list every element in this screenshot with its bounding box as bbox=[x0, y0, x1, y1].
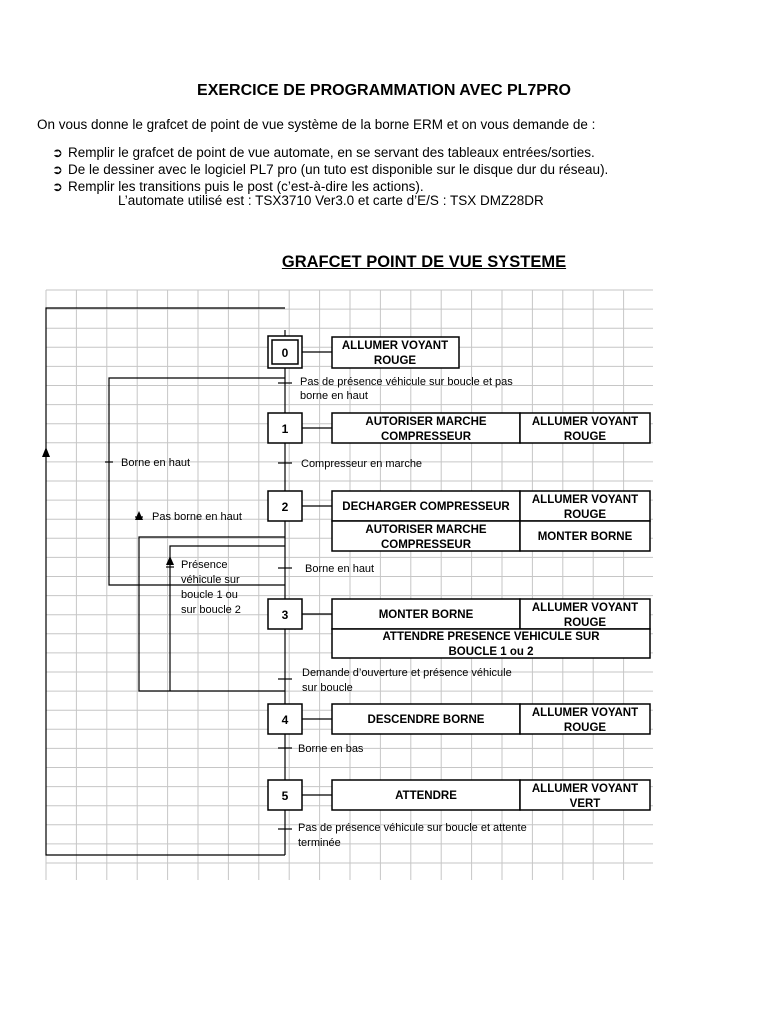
intro-text: On vous donne le grafcet de point de vue système de la borne ERM et on vous demande de : bbox=[37, 117, 596, 132]
svg-text:DECHARGER COMPRESSEUR: DECHARGER COMPRESSEUR bbox=[342, 501, 510, 513]
step-2-actions bbox=[302, 491, 650, 551]
instruction-item: ➲ De le dessiner avec le logiciel PL7 pro (un tuto est disponible sur le disque dur du réseau). bbox=[52, 162, 609, 178]
branch-step3-label-line3: boucle 1 ou bbox=[181, 589, 238, 601]
svg-text:ATTENDRE: ATTENDRE bbox=[395, 790, 457, 802]
step-4 bbox=[268, 704, 302, 734]
step-5 bbox=[268, 780, 302, 810]
instruction-item: ➲ Remplir les transitions puis le post (c’est-à-dire les actions). bbox=[52, 179, 424, 195]
svg-text:COMPRESSEUR: COMPRESSEUR bbox=[380, 539, 472, 551]
transition-5-0-label-line2: terminée bbox=[298, 837, 341, 849]
svg-text:ALLUMER VOYANT: ALLUMER VOYANT bbox=[531, 707, 639, 719]
svg-text:0: 0 bbox=[281, 346, 289, 360]
step-0 bbox=[268, 336, 302, 368]
svg-text:BOUCLE 1 ou 2: BOUCLE 1 ou 2 bbox=[448, 646, 534, 658]
svg-text:5: 5 bbox=[281, 789, 289, 803]
loop-back-arrow bbox=[42, 447, 50, 457]
step-1-actions bbox=[302, 413, 650, 443]
step-3-actions bbox=[302, 599, 650, 658]
branch-step3-label-line2: véhicule sur bbox=[181, 574, 240, 586]
document-title: EXERCICE DE PROGRAMMATION AVEC PL7PRO bbox=[197, 82, 571, 99]
svg-text:COMPRESSEUR: COMPRESSEUR bbox=[380, 431, 472, 443]
svg-text:2: 2 bbox=[281, 500, 289, 514]
arrow-bullet-icon: ➲ bbox=[52, 146, 63, 161]
svg-text:ROUGE: ROUGE bbox=[373, 355, 417, 367]
step-0-action-allumer-voyant-rouge bbox=[302, 337, 459, 368]
svg-text:ROUGE: ROUGE bbox=[563, 431, 607, 443]
transition-1-2-label: Compresseur en marche bbox=[301, 458, 423, 470]
svg-text:ROUGE: ROUGE bbox=[563, 722, 607, 734]
step-3 bbox=[268, 599, 302, 629]
automate-info: L’automate utilisé est : TSX3710 Ver3.0 et carte d’E/S : TSX DMZ28DR bbox=[118, 193, 544, 208]
svg-text:ALLUMER VOYANT: ALLUMER VOYANT bbox=[531, 602, 639, 614]
instruction-list bbox=[52, 145, 608, 196]
svg-text:ROUGE: ROUGE bbox=[563, 509, 607, 521]
svg-text:MONTER BORNE: MONTER BORNE bbox=[378, 609, 474, 621]
svg-text:MONTER BORNE: MONTER BORNE bbox=[537, 531, 633, 543]
grafcet-title: GRAFCET POINT DE VUE SYSTEME bbox=[281, 253, 567, 271]
svg-text:ALLUMER VOYANT: ALLUMER VOYANT bbox=[531, 416, 639, 428]
svg-text:AUTORISER MARCHE: AUTORISER MARCHE bbox=[365, 524, 487, 536]
transition-0-1-label: Pas de présence véhicule sur boucle et pas bbox=[300, 376, 513, 388]
transition-4-5-label: Borne en bas bbox=[298, 743, 364, 755]
step-2 bbox=[268, 491, 302, 521]
svg-text:ROUGE: ROUGE bbox=[563, 617, 607, 629]
svg-text:ALLUMER VOYANT: ALLUMER VOYANT bbox=[341, 340, 449, 352]
branch-step3-label-line4: sur boucle 2 bbox=[181, 604, 241, 616]
svg-text:ATTENDRE PRESENCE VEHICULE SUR: ATTENDRE PRESENCE VEHICULE SUR bbox=[382, 631, 600, 643]
svg-text:3: 3 bbox=[281, 608, 289, 622]
svg-text:ALLUMER VOYANT: ALLUMER VOYANT bbox=[531, 783, 639, 795]
step-5-actions bbox=[302, 780, 650, 810]
svg-text:VERT: VERT bbox=[569, 798, 601, 810]
transition-3-4-label-line2: sur boucle bbox=[302, 682, 353, 694]
svg-text:ALLUMER VOYANT: ALLUMER VOYANT bbox=[531, 494, 639, 506]
branch-step1-label: Borne en haut bbox=[121, 457, 191, 469]
branch-step3-label-line1: Présence bbox=[181, 559, 228, 571]
step-1 bbox=[268, 413, 302, 443]
instruction-item: ➲ Remplir le grafcet de point de vue automate, en se servant des tableaux entrées/sorties. bbox=[52, 145, 595, 161]
svg-text:AUTORISER MARCHE: AUTORISER MARCHE bbox=[365, 416, 487, 428]
transition-2-3-label: Borne en haut bbox=[305, 563, 375, 575]
transition-0-1-label-line2: borne en haut bbox=[300, 390, 368, 402]
transition-5-0-label: Pas de présence véhicule sur boucle et attente bbox=[298, 822, 527, 834]
arrow-bullet-icon: ➲ bbox=[52, 180, 63, 195]
loop-back-line bbox=[46, 308, 285, 855]
svg-text:4: 4 bbox=[281, 713, 289, 727]
transition-3-4-label: Demande d’ouverture et présence véhicule bbox=[302, 667, 512, 679]
svg-text:1: 1 bbox=[281, 422, 289, 436]
arrow-bullet-icon: ➲ bbox=[52, 163, 63, 178]
branch-step2-arrow bbox=[135, 511, 143, 520]
step-4-actions bbox=[302, 704, 650, 734]
svg-text:DESCENDRE BORNE: DESCENDRE BORNE bbox=[367, 714, 485, 726]
branch-step2-label: Pas borne en haut bbox=[152, 511, 242, 523]
